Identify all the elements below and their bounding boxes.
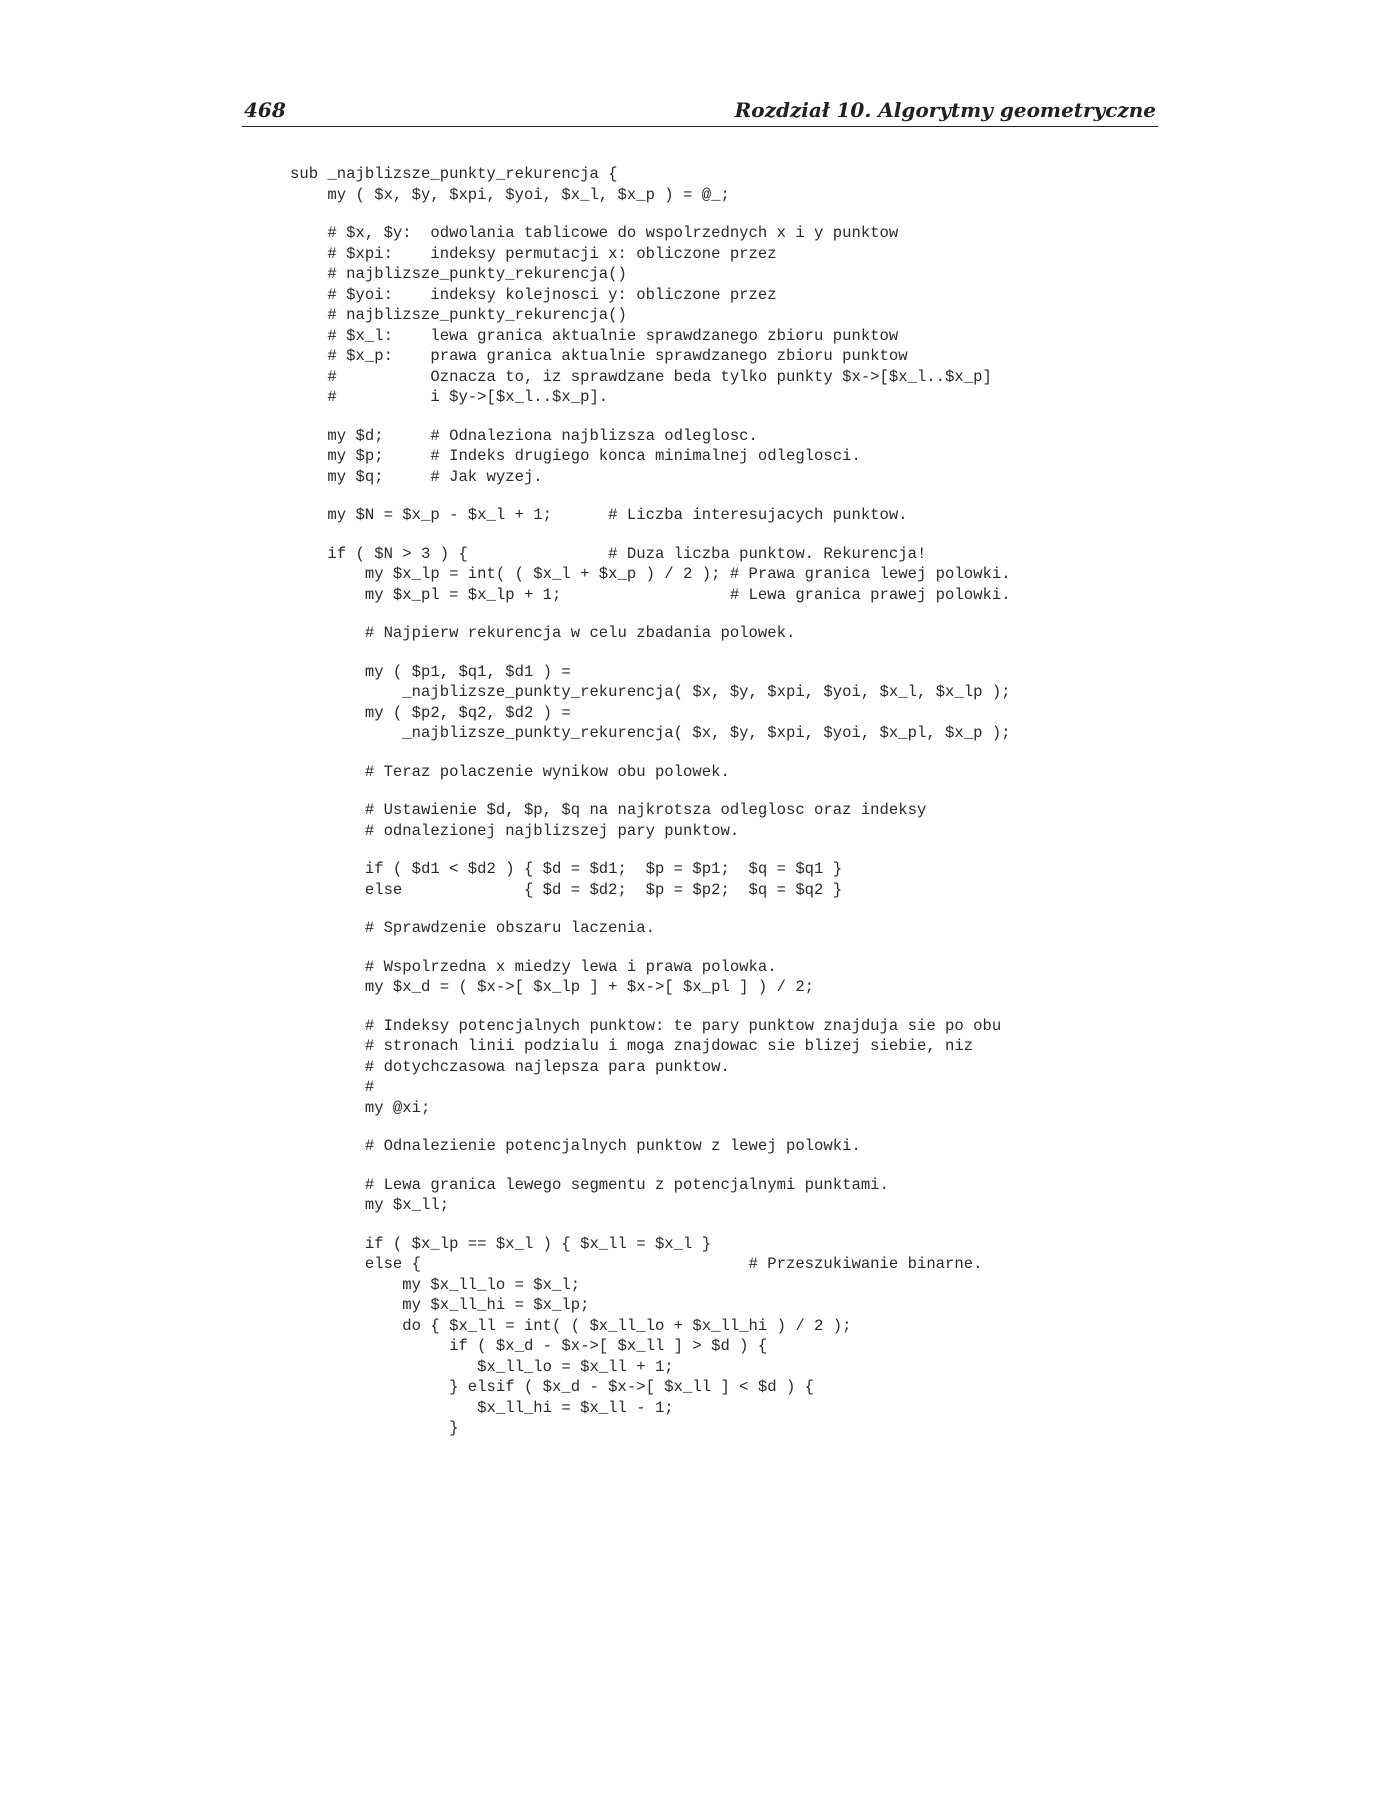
code-line: # Lewa granica lewego segmentu z potencjalnymi punktami. [290, 1175, 889, 1194]
code-line: my $x_ll_hi = $x_lp; [290, 1296, 590, 1314]
code-line [290, 782, 1170, 800]
code-line: # Wspolrzedna x miedzy lewa i prawa polowka. [290, 957, 777, 976]
code-line [290, 744, 1170, 762]
code-line: $x_ll_hi = $x_ll - 1; [290, 1398, 674, 1417]
code-line: # [290, 1078, 375, 1096]
code-line [290, 998, 1170, 1016]
code-line: my $x_pl = $x_lp + 1; # Lewa granica prawej polowki. [290, 585, 1011, 604]
code-line: my $q; # Jak wyzej. [290, 467, 543, 486]
code-line [290, 526, 1170, 544]
code-line [290, 605, 1170, 623]
code-line [290, 1118, 1170, 1136]
code-line: # Ustawienie $d, $p, $q na najkrotsza odleglosc oraz indeksy [290, 801, 927, 819]
code-line: my $d; # Odnaleziona najblizsza odleglosc. [290, 426, 758, 445]
page-header [242, 96, 1158, 127]
code-line [290, 939, 1170, 957]
code-line: sub _najblizsze_punkty_rekurencja { [290, 165, 618, 183]
code-line: # Teraz polaczenie wynikow obu polowek. [290, 762, 730, 781]
code-line [290, 408, 1170, 426]
page-number: 468 [244, 98, 286, 122]
code-line: # Sprawdzenie obszaru laczenia. [290, 919, 655, 937]
code-line [290, 644, 1170, 662]
chapter-title: Rozdział 10. Algorytmy geometryczne [734, 98, 1156, 122]
code-line: if ( $N > 3 ) { # Duza liczba punktow. Rekurencja! [290, 544, 927, 563]
code-line: else { $d = $d2; $p = $p2; $q = $q2 } [290, 880, 843, 899]
code-line: # dotychczasowa najlepsza para punktow. [290, 1057, 730, 1076]
code-line: # $x_l: lewa granica aktualnie sprawdzanego zbioru punktow [290, 326, 899, 345]
code-line [290, 841, 1170, 859]
code-line: my $p; # Indeks drugiego konca minimalnej odleglosci. [290, 447, 861, 465]
code-line: # $yoi: indeksy kolejnosci y: obliczone przez [290, 285, 777, 304]
code-listing [290, 164, 1170, 1439]
code-line: else { # Przeszukiwanie binarne. [290, 1255, 983, 1273]
code-line: my $N = $x_p - $x_l + 1; # Liczba interesujacych punktow. [290, 506, 908, 524]
code-line [290, 900, 1170, 918]
code-line: # $x, $y: odwolania tablicowe do wspolrzednych x i y punktow [290, 224, 899, 242]
code-line: # odnalezionej najblizszej pary punktow. [290, 821, 740, 840]
code-line: # $xpi: indeksy permutacji x: obliczone przez [290, 244, 777, 263]
code-line: my ( $x, $y, $xpi, $yoi, $x_l, $x_p ) = @_; [290, 185, 730, 204]
code-line: my $x_d = ( $x->[ $x_lp ] + $x->[ $x_pl ] ) / 2; [290, 978, 815, 996]
code-line [290, 1157, 1170, 1175]
code-line [290, 1216, 1170, 1234]
code-line: _najblizsze_punkty_rekurencja( $x, $y, $xpi, $yoi, $x_l, $x_lp ); [290, 683, 1011, 701]
code-line: if ( $x_d - $x->[ $x_ll ] > $d ) { [290, 1337, 768, 1355]
code-line: # i $y->[$x_l..$x_p]. [290, 388, 609, 406]
code-line: # Najpierw rekurencja w celu zbadania polowek. [290, 624, 796, 642]
code-line [290, 205, 1170, 223]
code-line: my ( $p2, $q2, $d2 ) = [290, 703, 571, 722]
code-line: # Oznacza to, iz sprawdzane beda tylko punkty $x->[$x_l..$x_p] [290, 367, 992, 386]
code-line: # Odnalezienie potencjalnych punktow z lewej polowki. [290, 1137, 861, 1155]
code-line: _najblizsze_punkty_rekurencja( $x, $y, $xpi, $yoi, $x_pl, $x_p ); [290, 724, 1011, 742]
code-line: # $x_p: prawa granica aktualnie sprawdzanego zbioru punktow [290, 347, 908, 365]
code-line: if ( $d1 < $d2 ) { $d = $d1; $p = $p1; $q = $q1 } [290, 860, 843, 878]
code-line: do { $x_ll = int( ( $x_ll_lo + $x_ll_hi ) / 2 ); [290, 1316, 852, 1335]
code-line: my $x_ll; [290, 1196, 450, 1214]
code-line: my ( $p1, $q1, $d1 ) = [290, 662, 571, 681]
code-line: if ( $x_lp == $x_l ) { $x_ll = $x_l } [290, 1234, 712, 1253]
code-line [290, 487, 1170, 505]
code-line: } [290, 1419, 459, 1437]
code-line: my $x_ll_lo = $x_l; [290, 1275, 581, 1294]
code-line: my @xi; [290, 1098, 431, 1117]
code-line: # najblizsze_punkty_rekurencja() [290, 306, 627, 324]
code-line: $x_ll_lo = $x_ll + 1; [290, 1357, 674, 1376]
code-line: my $x_lp = int( ( $x_l + $x_p ) / 2 ); # Prawa granica lewej polowki. [290, 565, 1011, 583]
code-line: # stronach linii podzialu i moga znajdowac sie blizej siebie, niz [290, 1037, 974, 1055]
code-line: # najblizsze_punkty_rekurencja() [290, 265, 627, 283]
code-line: } elsif ( $x_d - $x->[ $x_ll ] < $d ) { [290, 1378, 815, 1396]
code-line: # Indeksy potencjalnych punktow: te pary punktow znajduja sie po obu [290, 1016, 1002, 1035]
